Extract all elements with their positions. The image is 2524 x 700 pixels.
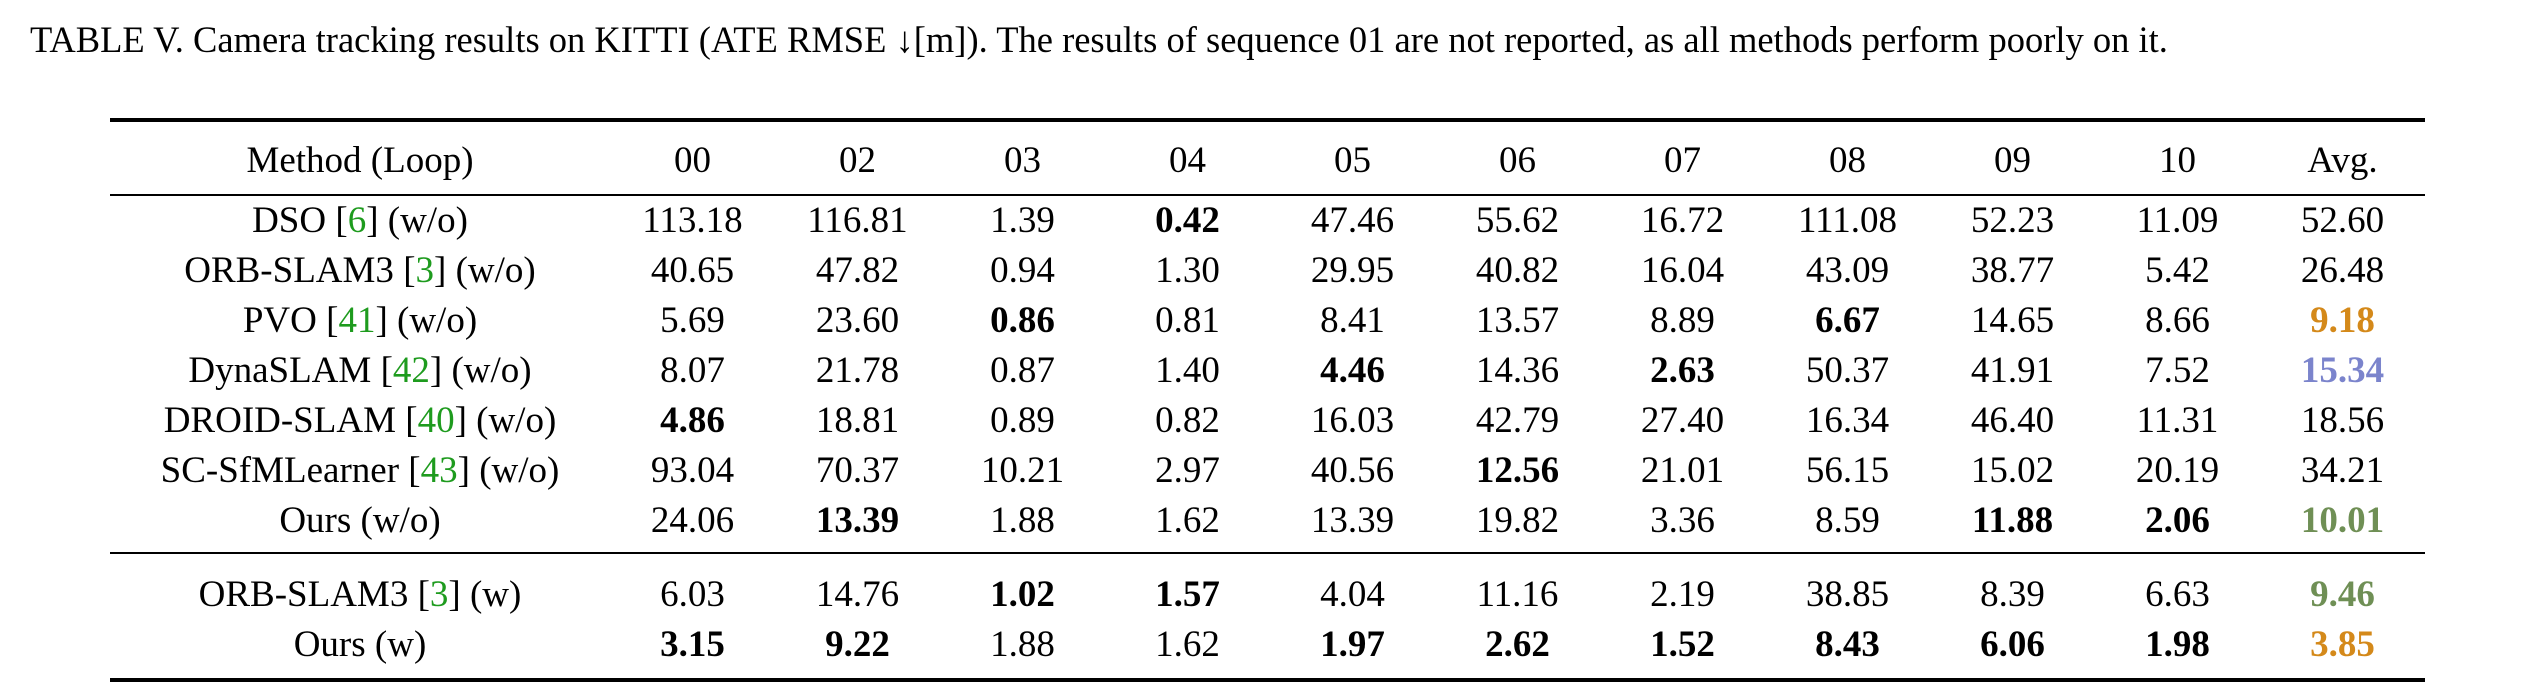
value-cell: 6.06: [1980, 624, 2045, 665]
header-seq-02: 02: [839, 140, 876, 181]
value-cell: 8.89: [1650, 300, 1715, 341]
method-name: DROID-SLAM: [163, 400, 396, 441]
value-cell: 15.02: [1970, 450, 2055, 491]
value-cell: 52.23: [1970, 200, 2055, 241]
value-cell: 38.77: [1970, 250, 2055, 291]
table-row: [110, 496, 2425, 553]
loop-label: (w): [469, 574, 522, 615]
value-cell: 1.39: [990, 200, 1055, 241]
method-cell: SC-SfMLearner [43] (w/o): [160, 450, 560, 491]
group-without-loop: [110, 195, 2425, 553]
header-seq-08: 08: [1829, 140, 1866, 181]
avg-cell: 34.21: [2300, 450, 2385, 491]
loop-label: (w/o): [360, 500, 441, 541]
value-cell: 9.22: [825, 624, 890, 665]
value-cell: 27.40: [1640, 400, 1725, 441]
value-cell: 12.56: [1475, 450, 1560, 491]
value-cell: 0.81: [1155, 300, 1220, 341]
value-cell: 1.88: [990, 500, 1055, 541]
loop-label: (w/o): [479, 450, 560, 491]
value-cell: 40.56: [1310, 450, 1395, 491]
citation-link[interactable]: 41: [338, 300, 376, 341]
value-cell: 1.52: [1650, 624, 1715, 665]
header-seq-05: 05: [1334, 140, 1371, 181]
value-cell: 2.97: [1155, 450, 1220, 491]
method-name: DynaSLAM: [188, 350, 372, 391]
value-cell: 40.82: [1475, 250, 1560, 291]
value-cell: 47.46: [1310, 200, 1395, 241]
value-cell: 19.82: [1475, 500, 1560, 541]
value-cell: 23.60: [815, 300, 900, 341]
table-row: [110, 620, 2425, 680]
value-cell: 11.16: [1476, 574, 1559, 615]
loop-label: (w/o): [455, 250, 536, 291]
method-cell: [110, 620, 610, 680]
avg-cell: 26.48: [2300, 250, 2385, 291]
header-seq-07: 07: [1664, 140, 1701, 181]
avg-cell: 15.34: [2300, 350, 2385, 391]
method-name: ORB-SLAM3: [198, 574, 409, 615]
value-cell: 8.07: [660, 350, 725, 391]
value-cell: 20.19: [2135, 450, 2220, 491]
value-cell: 8.59: [1815, 500, 1880, 541]
value-cell: 1.30: [1155, 250, 1220, 291]
value-cell: 14.36: [1475, 350, 1560, 391]
value-cell: 6.03: [660, 574, 725, 615]
table-caption: TABLE V. Camera tracking results on KITTI (ATE RMSE ↓[m]). The results of sequence 01 are not reported, as all methods perform poorly on it.: [30, 19, 2168, 60]
header-row: [110, 120, 2425, 195]
value-cell: 13.39: [815, 500, 900, 541]
value-cell: 10.21: [980, 450, 1065, 491]
value-cell: 24.06: [650, 500, 735, 541]
method-name: Ours: [279, 500, 352, 541]
value-cell: 2.06: [2145, 500, 2210, 541]
loop-label: (w/o): [476, 400, 557, 441]
header-method: Method (Loop): [246, 140, 474, 181]
method-cell: DSO [6] (w/o): [252, 200, 468, 241]
value-cell: 5.69: [660, 300, 725, 341]
value-cell: 116.81: [807, 200, 908, 241]
method-cell: DynaSLAM [42] (w/o): [188, 350, 532, 391]
value-cell: 13.39: [1310, 500, 1395, 541]
value-cell: 0.82: [1155, 400, 1220, 441]
value-cell: 8.39: [1980, 574, 2045, 615]
results-table-container: [110, 118, 2425, 682]
value-cell: 8.66: [2145, 300, 2210, 341]
header-seq-03: 03: [1004, 140, 1041, 181]
value-cell: 111.08: [1797, 200, 1897, 241]
value-cell: 43.09: [1805, 250, 1890, 291]
table-row: [110, 446, 2425, 496]
avg-cell: 9.18: [2310, 300, 2375, 341]
value-cell: 2.19: [1650, 574, 1715, 615]
value-cell: 16.34: [1805, 400, 1890, 441]
table-row: [110, 195, 2425, 246]
value-cell: 29.95: [1310, 250, 1395, 291]
value-cell: 0.87: [990, 350, 1055, 391]
citation-link[interactable]: 42: [392, 350, 430, 391]
table-row: [110, 396, 2425, 446]
citation-link[interactable]: 40: [417, 400, 455, 441]
value-cell: 38.85: [1805, 574, 1890, 615]
value-cell: 2.63: [1650, 350, 1715, 391]
value-cell: 1.02: [990, 574, 1055, 615]
value-cell: 6.63: [2145, 574, 2210, 615]
value-cell: 11.31: [2136, 400, 2219, 441]
table-header: [110, 120, 2425, 195]
results-table: [110, 118, 2425, 682]
value-cell: 16.04: [1640, 250, 1725, 291]
value-cell: 14.76: [815, 574, 900, 615]
value-cell: 18.81: [815, 400, 900, 441]
value-cell: 93.04: [650, 450, 735, 491]
method-cell: DROID-SLAM [40] (w/o): [163, 400, 557, 441]
header-seq-06: 06: [1499, 140, 1536, 181]
value-cell: 70.37: [815, 450, 900, 491]
avg-cell: 10.01: [2300, 500, 2385, 541]
value-cell: 1.97: [1320, 624, 1385, 665]
avg-cell: 3.85: [2310, 624, 2375, 665]
value-cell: 0.42: [1155, 200, 1220, 241]
value-cell: 0.89: [990, 400, 1055, 441]
value-cell: 55.62: [1475, 200, 1560, 241]
value-cell: 11.09: [2136, 200, 2219, 241]
value-cell: 113.18: [642, 200, 743, 241]
value-cell: 6.67: [1815, 300, 1880, 341]
method-cell: ORB-SLAM3 [3] (w/o): [184, 250, 536, 291]
header-seq-00: 00: [674, 140, 711, 181]
avg-cell: 52.60: [2300, 200, 2385, 241]
value-cell: 8.41: [1320, 300, 1385, 341]
method-name: ORB-SLAM3: [184, 250, 394, 291]
citation-link[interactable]: 3: [415, 250, 435, 291]
method-cell: PVO [41] (w/o): [242, 300, 478, 341]
value-cell: 16.03: [1310, 400, 1395, 441]
value-cell: 14.65: [1970, 300, 2055, 341]
method-name: DSO: [252, 200, 327, 241]
header-seq-Avg: Avg.: [2307, 140, 2378, 181]
loop-label: (w/o): [451, 350, 532, 391]
header-seq-04: 04: [1169, 140, 1206, 181]
avg-cell: 9.46: [2310, 574, 2375, 615]
value-cell: 1.88: [990, 624, 1055, 665]
value-cell: 0.86: [990, 300, 1055, 341]
table-row: [110, 553, 2425, 620]
value-cell: 21.78: [815, 350, 900, 391]
group-with-loop: [110, 553, 2425, 680]
value-cell: 0.94: [990, 250, 1055, 291]
header-seq-09: 09: [1994, 140, 2031, 181]
value-cell: 40.65: [650, 250, 735, 291]
value-cell: 11.88: [1971, 500, 2054, 541]
method-cell: ORB-SLAM3 [3] (w): [198, 574, 522, 615]
citation-link[interactable]: 43: [420, 450, 458, 491]
value-cell: 41.91: [1970, 350, 2055, 391]
value-cell: 5.42: [2145, 250, 2210, 291]
value-cell: 1.57: [1155, 574, 1220, 615]
value-cell: 4.86: [660, 400, 725, 441]
value-cell: 8.43: [1815, 624, 1880, 665]
value-cell: 56.15: [1805, 450, 1890, 491]
value-cell: 1.62: [1155, 624, 1220, 665]
method-name: Ours: [293, 624, 366, 665]
loop-label: (w/o): [387, 200, 468, 241]
loop-label: (w): [374, 624, 427, 665]
table-row: [110, 296, 2425, 346]
value-cell: 1.98: [2145, 624, 2210, 665]
method-cell: [110, 496, 610, 553]
loop-label: (w/o): [397, 300, 478, 341]
value-cell: 16.72: [1640, 200, 1725, 241]
value-cell: 3.36: [1650, 500, 1715, 541]
value-cell: 4.04: [1320, 574, 1385, 615]
avg-cell: 18.56: [2300, 400, 2385, 441]
value-cell: 4.46: [1320, 350, 1385, 391]
value-cell: 1.62: [1155, 500, 1220, 541]
value-cell: 42.79: [1475, 400, 1560, 441]
citation-link[interactable]: 6: [347, 200, 367, 241]
value-cell: 2.62: [1485, 624, 1550, 665]
value-cell: 50.37: [1805, 350, 1890, 391]
value-cell: 47.82: [815, 250, 900, 291]
value-cell: 46.40: [1970, 400, 2055, 441]
value-cell: 3.15: [660, 624, 725, 665]
table-row: [110, 346, 2425, 396]
value-cell: 1.40: [1155, 350, 1220, 391]
value-cell: 7.52: [2145, 350, 2210, 391]
value-cell: 13.57: [1475, 300, 1560, 341]
method-name: SC-SfMLearner: [160, 450, 400, 491]
citation-link[interactable]: 3: [429, 574, 449, 615]
header-seq-10: 10: [2159, 140, 2196, 181]
method-name: PVO: [242, 300, 317, 341]
table-row: [110, 246, 2425, 296]
value-cell: 21.01: [1640, 450, 1725, 491]
